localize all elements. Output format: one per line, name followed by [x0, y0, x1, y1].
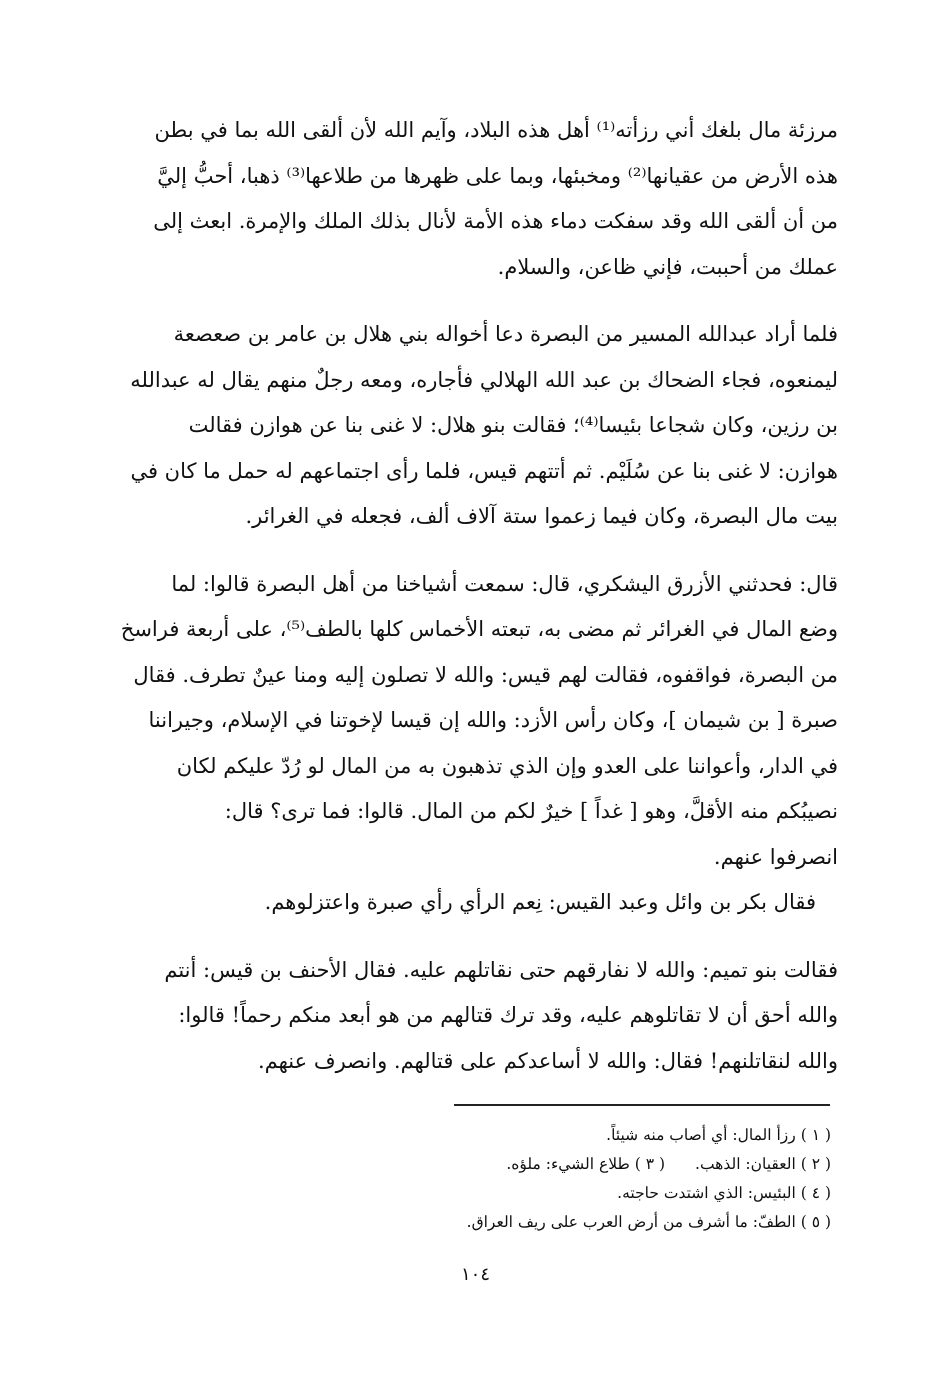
- text-line: من البصرة، فواقفوه، فقالت لهم قيس: والله لا تصلون إليه ومنا عينٌ تطرف. فقال: [133, 662, 838, 687]
- text-line: هذه الأرض من عقيانها⁽²⁾ ومخبئها، وبما على ظهرها من طلاعها⁽³⁾ ذهبا، أحبُّ إليَّ: [157, 163, 838, 188]
- paragraph-1: [78, 108, 838, 290]
- footnote-3: ( ٣ ) طلاع الشيء: ملؤه.: [506, 1155, 666, 1173]
- footnote-2: ( ٢ ) العقيان: الذهب.: [695, 1155, 831, 1173]
- footnote-1: ( ١ ) رزأ المال: أي أصاب منه شيئاً.: [606, 1126, 831, 1144]
- text-line: والله أحق أن لا تقاتلوهم عليه، وقد ترك قتالهم من هو أبعد منكم رحماً! قالوا:: [178, 1003, 838, 1027]
- footnote-5: ( ٥ ) الطفّ: ما أشرف من أرض العرب على ريف العراق.: [466, 1213, 831, 1231]
- text-line: والله لنقاتلنهم! فقال: والله لا أساعدكم على قتالهم. وانصرف عنهم.: [257, 1048, 838, 1073]
- text-line: فقال بكر بن وائل وعبد القيس: نِعم الرأي رأي صبرة واعتزلوهم.: [264, 890, 816, 914]
- text-line: هوازن: لا غنى بنا عن سُلَيْم. ثم أتتهم قيس، فلما رأى اجتماعهم له حمل ما كان في: [130, 458, 838, 483]
- footnotes: [131, 1121, 831, 1237]
- footnote-4: ( ٤ ) البئيس: الذي اشتدت حاجته.: [617, 1184, 831, 1202]
- footnote-divider: [454, 1104, 830, 1106]
- paragraph-4: [78, 880, 838, 926]
- text-line: قال: فحدثني الأزرق اليشكري، قال: سمعت أشياخنا من أهل البصرة قالوا: لما: [171, 571, 838, 596]
- text-line: بن رزين، وكان شجاعا بئيسا⁽⁴⁾؛ فقالت بنو هلال: لا غنى بنا عن هوازن فقالت: [188, 413, 838, 437]
- text-line: انصرفوا عنهم.: [713, 844, 838, 869]
- page-number: ١٠٤: [460, 1264, 490, 1285]
- text-line: من أن ألقى الله وقد سفكت دماء هذه الأمة لأنال بذلك الملك والإمرة. ابعث إلى: [153, 209, 838, 233]
- text-line: مرزئة مال بلغك أني رزأته⁽¹⁾ أهل هذه البلاد، وآيم الله لأن ألقى الله بما في بطن: [154, 118, 838, 142]
- text-line: نصيبُكم منه الأقلَّ، وهو [ غداً ] خيرٌ لكم من المال. قالوا: فما ترى؟ قال:: [224, 799, 838, 823]
- text-line: بيت مال البصرة، وكان فيما زعموا ستة آلاف ألف، فجعله في الغرائر.: [245, 504, 838, 528]
- text-line: وضع المال في الغرائر ثم مضى به، تبعته الأخماس كلها بالطف⁽⁵⁾، على أربعة فراسخ: [120, 617, 838, 641]
- text-line: فقالت بنو تميم: والله لا نفارقهم حتى نقاتلهم عليه. فقال الأحنف بن قيس: أنتم: [164, 957, 838, 982]
- text-line: صبرة [ بن شيمان ]، وكان رأس الأزد: والله إن قيسا لإخوتنا في الإسلام، وجيراننا: [148, 708, 838, 732]
- page-body: [78, 108, 838, 1084]
- text-line: ليمنعوه، فجاء الضحاك بن عبد الله الهلالي فأجاره، ومعه رجلٌ منهم يقال له عبدالله: [130, 367, 838, 392]
- text-line: في الدار، وأعواننا على العدو وإن الذي تذهبون به من المال لو رُدّ عليكم لكان: [176, 753, 838, 778]
- text-line: عملك من أحببت، فإني ظاعن، والسلام.: [497, 254, 838, 279]
- paragraph-5: [78, 948, 838, 1085]
- footnote-2-3-row: [131, 1150, 831, 1179]
- paragraph-2: [78, 312, 838, 540]
- paragraph-3: [78, 562, 838, 881]
- text-line: فلما أراد عبدالله المسير من البصرة دعا أخواله بني هلال بن عامر بن صعصعة: [173, 322, 838, 346]
